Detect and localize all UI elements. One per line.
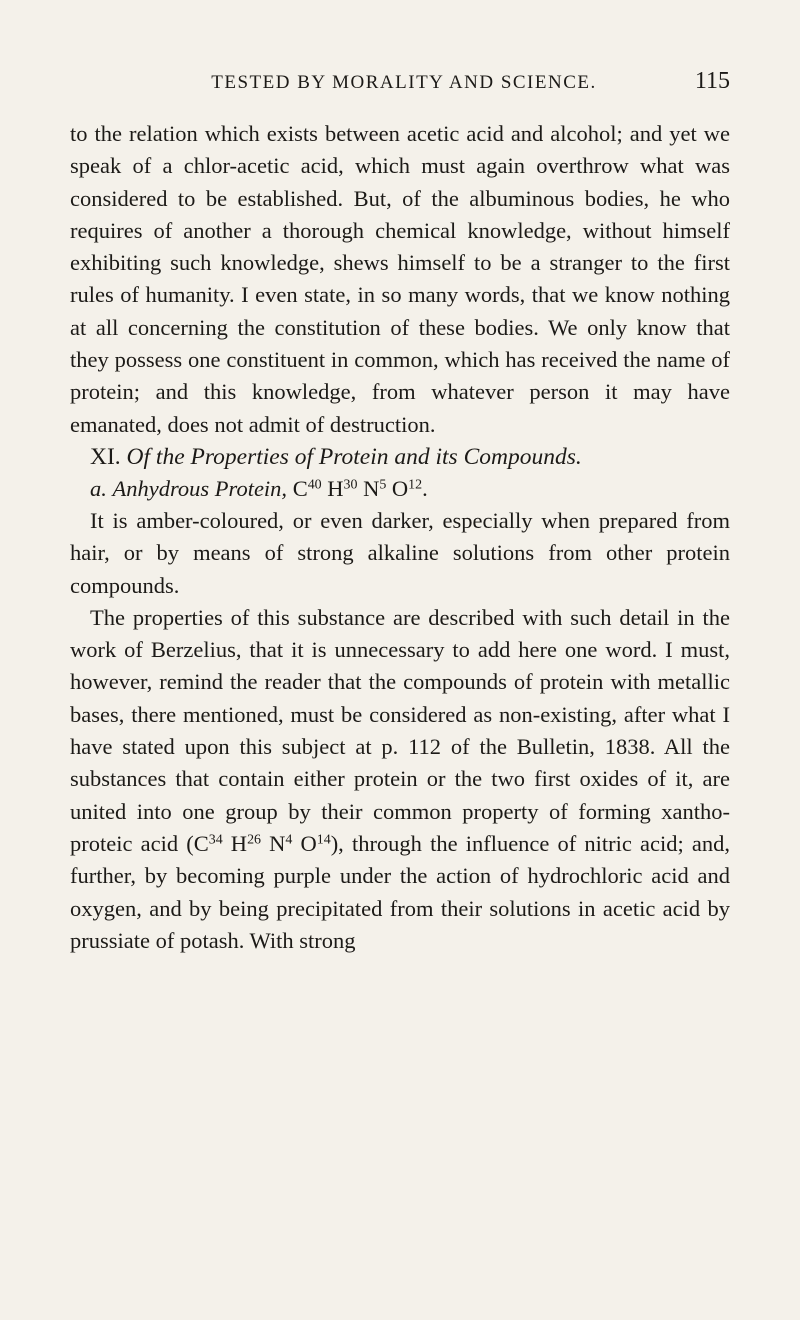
paragraph-amber: It is amber-coloured, or even darker, especially when prepared from hair, or by means of strong alkaline solutions from other protein compounds. [70,507,730,598]
running-title: TESTED BY MORALITY AND SCIENCE. [211,72,597,93]
subsection-name: Anhydrous Protein, [112,475,288,501]
subsection-heading [70,473,730,505]
section-heading [70,441,730,473]
paragraph-properties: The properties of this substance are described with such detail in the work of Berzelius, that it is unnecessary to add here one word. I must, however, remind the reader that the compounds of protein with metallic bases, there mentioned, must be considered as non-existing, after what I have stated upon this subject at p. 112 of the Bulletin, 1838. All the substances that contain either protein or the two first oxides of it, are united into one group by their common property of forming xantho-proteic acid ($C^{34}$ $H^{26}$ $N^4$ $O^{14}$), through the influence of nitric acid; and, further, by becoming purple under the action of hydrochloric acid and oxygen, and by being precipitated from their solutions in acetic acid by prussiate of potash. With strong [70,604,731,953]
protein-formula: $C^{40}$ $H^{30}$ $N^5$ $O^{12}$. [292,475,428,501]
running-head [70,68,730,112]
page-number: 115 [694,68,730,94]
section-number: XI. [90,443,121,470]
xantho-proteic-formula: $C^{34}$ $H^{26}$ $N^4$ $O^{14}$ [193,830,331,856]
page-body [70,118,730,957]
book-page [70,68,731,957]
section-title: Of the Properties of Protein and its Compounds. [126,443,582,470]
subsection-letter: a. [90,475,107,501]
continued-paragraph: to the relation which exists between acetic acid and alcohol; and yet we speak of a chlor-acetic acid, which must again overthrow what was considered to be established. But, of the albuminous bodies, he who requires of another a thorough chemical knowledge, without himself exhibiting such knowledge, shews himself to be a stranger to the first rules of humanity. I even state, in so many words, that we know nothing at all concerning the constitution of these bodies. We only know that they possess one constituent in common, which has received the name of protein; and this knowledge, from whatever person it may have emanated, does not admit of destruction. [70,121,730,437]
